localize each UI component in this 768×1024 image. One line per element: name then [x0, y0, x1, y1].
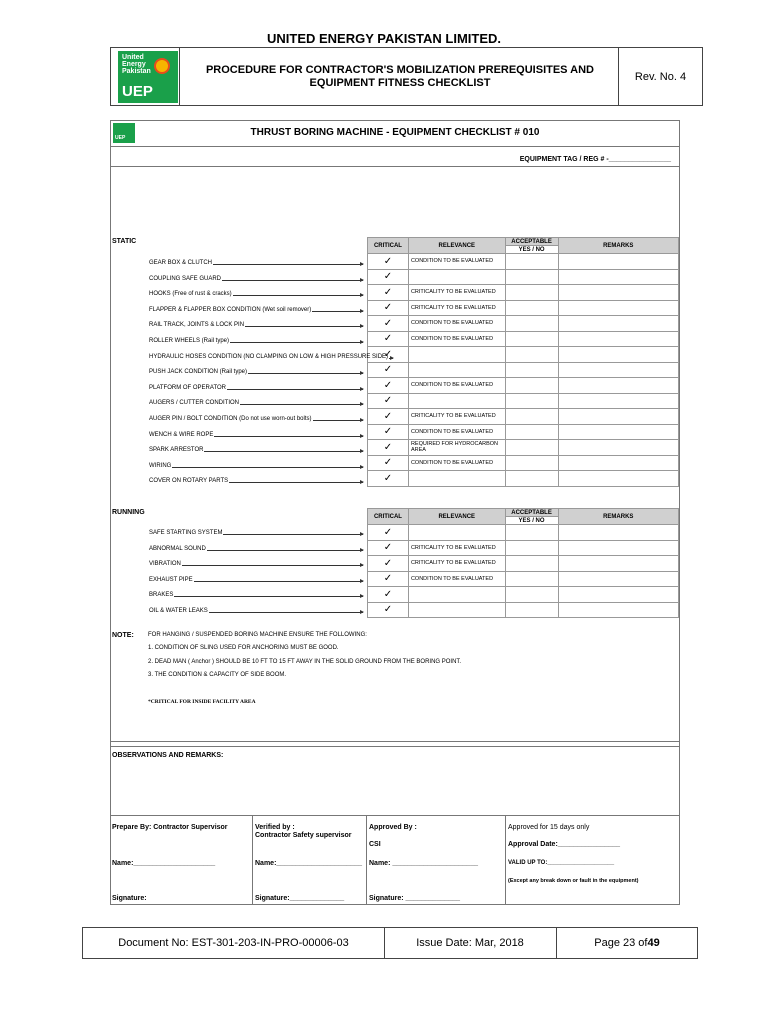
table-row — [368, 409, 679, 425]
arrow-icon — [389, 358, 393, 359]
remarks-cell[interactable] — [558, 571, 678, 587]
arrow-icon — [227, 389, 363, 390]
arrow-icon — [229, 482, 363, 483]
acceptable-cell[interactable] — [505, 571, 558, 587]
checklist-title: THRUST BORING MACHINE - EQUIPMENT CHECKLIST # 010 — [250, 127, 540, 138]
signature-field-approved[interactable]: Signature: ______________ — [369, 895, 461, 902]
checklist-item-label: OIL & WATER LEAKS — [149, 608, 208, 614]
verified-by-role: Contractor Safety supervisor — [255, 832, 352, 839]
table-row — [368, 571, 679, 587]
acceptable-cell[interactable] — [505, 587, 558, 603]
checklist-item-label: HYDRAULIC HOSES CONDITION (NO CLAMPING ON LOW & HIGH PRESSURE SIDE) — [149, 353, 389, 360]
check-mark-icon[interactable]: ✓ — [368, 440, 409, 456]
company-name: UNITED ENERGY PAKISTAN LIMITED. — [266, 31, 501, 46]
relevance-cell: CONDITION TO BE EVALUATED — [408, 331, 505, 347]
approval-days-text: Approved for 15 days only — [508, 824, 590, 831]
approval-date-field[interactable]: Approval Date:________________ — [508, 841, 621, 848]
relevance-cell: CONDITION TO BE EVALUATED — [408, 316, 505, 332]
mini-logo: UEP — [113, 123, 135, 143]
check-mark-icon[interactable]: ✓ — [368, 269, 409, 285]
table-row — [368, 300, 679, 316]
acceptable-cell[interactable] — [505, 440, 558, 456]
name-field-prepared[interactable]: Name:_____________________ — [112, 860, 216, 867]
divider — [111, 741, 679, 742]
arrow-icon — [194, 581, 363, 582]
table-row — [368, 602, 679, 618]
checklist-item-label: GEAR BOX & CLUTCH — [149, 260, 213, 266]
checklist-item-label: PLATFORM OF OPERATOR — [149, 384, 227, 391]
check-mark-icon[interactable]: ✓ — [368, 455, 409, 471]
acceptable-cell[interactable] — [505, 269, 558, 285]
name-field-approved[interactable]: Name: ______________________ — [369, 860, 478, 867]
approved-by-role: CSI — [369, 841, 381, 848]
relevance-cell — [408, 587, 505, 603]
remarks-cell[interactable] — [558, 471, 678, 487]
note-line: 3. THE CONDITION & CAPACITY OF SIDE BOOM. — [148, 672, 287, 678]
acceptable-cell[interactable] — [505, 424, 558, 440]
critical-note: *CRITICAL FOR INSIDE FACILITY AREA — [148, 699, 256, 705]
sun-icon — [156, 60, 168, 72]
uep-logo — [111, 48, 180, 105]
checklist-item-label: AUGER PIN / BOLT CONDITION (Do not use worn-out bolts) — [149, 416, 312, 422]
remarks-cell[interactable] — [558, 254, 678, 270]
relevance-cell: CONDITION TO BE EVALUATED — [408, 254, 505, 270]
relevance-cell: CRITICALITY TO BE EVALUATED — [408, 409, 505, 425]
relevance-cell: CRITICALITY TO BE EVALUATED — [408, 300, 505, 316]
relevance-cell — [408, 602, 505, 618]
acceptable-cell[interactable] — [505, 471, 558, 487]
checklist-form — [110, 120, 680, 905]
remarks-cell[interactable] — [558, 269, 678, 285]
signature-field-verified[interactable]: Signature:______________ — [255, 895, 345, 902]
remarks-cell[interactable] — [558, 285, 678, 301]
relevance-cell: CRITICALITY TO BE EVALUATED — [408, 556, 505, 572]
arrow-icon — [207, 550, 363, 551]
logo-abbr: UEP — [122, 83, 153, 100]
table-row — [368, 254, 679, 270]
table-row — [368, 440, 679, 456]
note-label: NOTE: — [112, 632, 134, 639]
table-row — [368, 347, 679, 363]
checklist-item-label: FLAPPER & FLAPPER BOX CONDITION (Wet soil remover) — [149, 306, 312, 313]
relevance-cell — [408, 393, 505, 409]
arrow-icon — [245, 326, 363, 327]
checklist-item-label: ABNORMAL SOUND — [149, 545, 206, 552]
arrow-icon — [230, 342, 363, 343]
remarks-cell[interactable] — [558, 587, 678, 603]
table-row — [368, 587, 679, 603]
acceptable-cell[interactable] — [505, 285, 558, 301]
check-mark-icon[interactable]: ✓ — [368, 393, 409, 409]
remarks-cell[interactable] — [558, 331, 678, 347]
check-mark-icon[interactable]: ✓ — [368, 316, 409, 332]
running-label: RUNNING — [112, 509, 145, 516]
arrow-icon — [240, 404, 363, 405]
check-mark-icon[interactable]: ✓ — [368, 602, 409, 618]
checklist-item-label: AUGERS / CUTTER CONDITION — [149, 400, 240, 407]
remarks-cell[interactable] — [558, 409, 678, 425]
table-row — [368, 362, 679, 378]
divider — [366, 815, 367, 905]
arrow-icon — [233, 295, 363, 296]
except-note: (Except any break down or fault in the equipment) — [508, 878, 639, 884]
acceptable-cell[interactable] — [505, 316, 558, 332]
acceptable-cell[interactable] — [505, 409, 558, 425]
check-mark-icon[interactable]: ✓ — [368, 378, 409, 394]
check-mark-icon[interactable]: ✓ — [368, 471, 409, 487]
table-row — [368, 455, 679, 471]
remarks-header: REMARKS — [558, 509, 678, 525]
remarks-cell[interactable] — [558, 393, 678, 409]
divider — [111, 146, 679, 147]
table-row — [368, 471, 679, 487]
acceptable-header: ACCEPTABLE — [505, 509, 558, 517]
divider — [252, 815, 253, 905]
table-row — [368, 285, 679, 301]
table-row — [368, 316, 679, 332]
signature-field-prepared[interactable]: Signature: — [112, 895, 147, 902]
critical-header: CRITICAL — [368, 509, 409, 525]
divider — [111, 746, 679, 747]
acceptable-cell[interactable] — [505, 254, 558, 270]
document-footer — [82, 927, 698, 959]
remarks-cell[interactable] — [558, 424, 678, 440]
relevance-cell: CONDITION TO BE EVALUATED — [408, 455, 505, 471]
checklist-item-label: VIBRATION — [149, 561, 181, 568]
document-header — [110, 47, 703, 106]
arrow-icon — [209, 612, 363, 613]
divider — [111, 815, 679, 816]
acceptable-cell[interactable] — [505, 393, 558, 409]
document-number: Document No: EST-301-203-IN-PRO-00006-03 — [83, 928, 385, 958]
acceptable-cell[interactable] — [505, 347, 558, 363]
check-mark-icon[interactable]: ✓ — [368, 424, 409, 440]
table-row — [368, 556, 679, 572]
checklist-item-label: HOOKS (Free of rust & cracks) — [149, 291, 232, 298]
checklist-item-label: PUSH JACK CONDITION (Rail type) — [149, 369, 248, 376]
relevance-cell — [408, 471, 505, 487]
table-row — [368, 269, 679, 285]
check-mark-icon[interactable]: ✓ — [368, 285, 409, 301]
arrow-icon — [213, 264, 363, 265]
remarks-header: REMARKS — [558, 238, 678, 254]
acceptable-cell[interactable] — [505, 331, 558, 347]
table-row — [368, 378, 679, 394]
prepared-by-label: Prepare By: Contractor Supervisor — [112, 824, 228, 831]
checklist-item-label: RAIL TRACK, JOINTS & LOCK PIN — [149, 322, 245, 329]
name-field-verified[interactable]: Name:______________________ — [255, 860, 363, 867]
checklist-item-label: COVER ON ROTARY PARTS — [149, 478, 229, 485]
checklist-item-label: ROLLER WHEELS (Rail type) — [149, 338, 230, 344]
checklist-item-label: WENCH & WIRE ROPE — [149, 431, 214, 438]
relevance-cell: CONDITION TO BE EVALUATED — [408, 571, 505, 587]
acceptable-cell[interactable] — [505, 378, 558, 394]
table-row — [368, 331, 679, 347]
check-mark-icon[interactable]: ✓ — [368, 300, 409, 316]
checklist-item-label: COUPLING SAFE GUARD — [149, 275, 222, 282]
check-mark-icon[interactable]: ✓ — [368, 409, 409, 425]
static-checklist-table — [367, 237, 679, 487]
equipment-tag-field[interactable]: EQUIPMENT TAG / REG # -________________ — [519, 156, 671, 163]
note-line: FOR HANGING / SUSPENDED BORING MACHINE ENSURE THE FOLLOWING: — [148, 632, 367, 638]
arrow-icon — [223, 534, 363, 535]
arrow-icon — [312, 311, 363, 312]
arrow-icon — [214, 436, 363, 437]
note-line: 1. CONDITION OF SLING USED FOR ANCHORING MUST BE GOOD. — [148, 645, 339, 651]
arrow-icon — [204, 451, 363, 452]
check-mark-icon[interactable]: ✓ — [368, 587, 409, 603]
remarks-cell[interactable] — [558, 378, 678, 394]
arrow-icon — [174, 596, 363, 597]
check-mark-icon[interactable]: ✓ — [368, 571, 409, 587]
critical-header: CRITICAL — [368, 238, 409, 254]
acceptable-header: ACCEPTABLE — [505, 238, 558, 246]
checklist-item-label: SPARK ARRESTOR — [149, 447, 204, 454]
checklist-item-label: BRAKES — [149, 592, 174, 599]
valid-up-to-field[interactable]: VALID UP TO:____________________ — [508, 860, 615, 866]
remarks-cell[interactable] — [558, 440, 678, 456]
acceptable-cell[interactable] — [505, 300, 558, 316]
static-label: STATIC — [112, 238, 137, 245]
logo-text: United Energy Pakistan — [122, 54, 151, 75]
acceptable-cell[interactable] — [505, 602, 558, 618]
relevance-cell: CONDITION TO BE EVALUATED — [408, 424, 505, 440]
divider — [111, 166, 679, 167]
verified-by-label: Verified by : — [255, 824, 295, 831]
check-mark-icon[interactable]: ✓ — [368, 556, 409, 572]
procedure-title: PROCEDURE FOR CONTRACTOR'S MOBILIZATION PREREQUISITES AND EQUIPMENT FITNESS CHECKLIST — [205, 63, 595, 89]
running-checklist-table — [367, 508, 679, 618]
arrow-icon — [248, 373, 363, 374]
acceptable-cell[interactable] — [505, 362, 558, 378]
approved-by-label: Approved By : — [369, 824, 417, 831]
relevance-header: RELEVANCE — [408, 238, 505, 254]
checklist-item-label: EXHAUST PIPE — [149, 576, 193, 583]
yes-no-header: YES / NO — [505, 517, 558, 525]
arrow-icon — [222, 280, 363, 281]
relevance-cell: REQUIRED FOR HYDROCARBON AREA — [408, 440, 505, 456]
table-row — [368, 525, 679, 541]
relevance-cell — [408, 347, 505, 363]
revision-number: Rev. No. 4 — [618, 48, 702, 105]
remarks-cell[interactable] — [558, 525, 678, 541]
acceptable-cell[interactable] — [505, 525, 558, 541]
check-mark-icon[interactable]: ✓ — [368, 331, 409, 347]
relevance-cell — [408, 525, 505, 541]
table-row — [368, 393, 679, 409]
relevance-cell — [408, 269, 505, 285]
remarks-cell[interactable] — [558, 362, 678, 378]
table-row — [368, 424, 679, 440]
remarks-cell[interactable] — [558, 556, 678, 572]
relevance-header: RELEVANCE — [408, 509, 505, 525]
observations-label: OBSERVATIONS AND REMARKS: — [112, 752, 224, 759]
yes-no-header: YES / NO — [505, 246, 558, 254]
arrow-icon — [313, 420, 363, 421]
check-mark-icon[interactable]: ✓ — [368, 254, 409, 270]
check-mark-icon[interactable]: ✓ — [368, 525, 409, 541]
remarks-cell[interactable] — [558, 540, 678, 556]
relevance-cell — [408, 362, 505, 378]
remarks-cell[interactable] — [558, 455, 678, 471]
remarks-cell[interactable] — [558, 316, 678, 332]
check-mark-icon[interactable]: ✓ — [368, 362, 409, 378]
checklist-item-label: WIRING — [149, 462, 172, 469]
remarks-cell[interactable] — [558, 347, 678, 363]
divider — [505, 815, 506, 905]
check-mark-icon[interactable]: ✓ — [368, 540, 409, 556]
relevance-cell: CONDITION TO BE EVALUATED — [408, 378, 505, 394]
acceptable-cell[interactable] — [505, 540, 558, 556]
check-mark-icon[interactable]: ✓ — [368, 347, 409, 363]
remarks-cell[interactable] — [558, 300, 678, 316]
issue-date: Issue Date: Mar, 2018 — [384, 928, 557, 958]
relevance-cell: CRITICALITY TO BE EVALUATED — [408, 540, 505, 556]
arrow-icon — [182, 565, 363, 566]
arrow-icon — [172, 467, 363, 468]
acceptable-cell[interactable] — [505, 455, 558, 471]
note-line: 2. DEAD MAN ( Anchor ) SHOULD BE 10 FT TO 15 FT AWAY IN THE SOLID GROUND FROM THE BORING POINT. — [148, 659, 462, 665]
remarks-cell[interactable] — [558, 602, 678, 618]
page-number: Page 23 of 49 — [594, 937, 660, 949]
checklist-item-label: SAFE STARTING SYSTEM — [149, 530, 223, 536]
relevance-cell: CRITICALITY TO BE EVALUATED — [408, 285, 505, 301]
acceptable-cell[interactable] — [505, 556, 558, 572]
table-row — [368, 540, 679, 556]
